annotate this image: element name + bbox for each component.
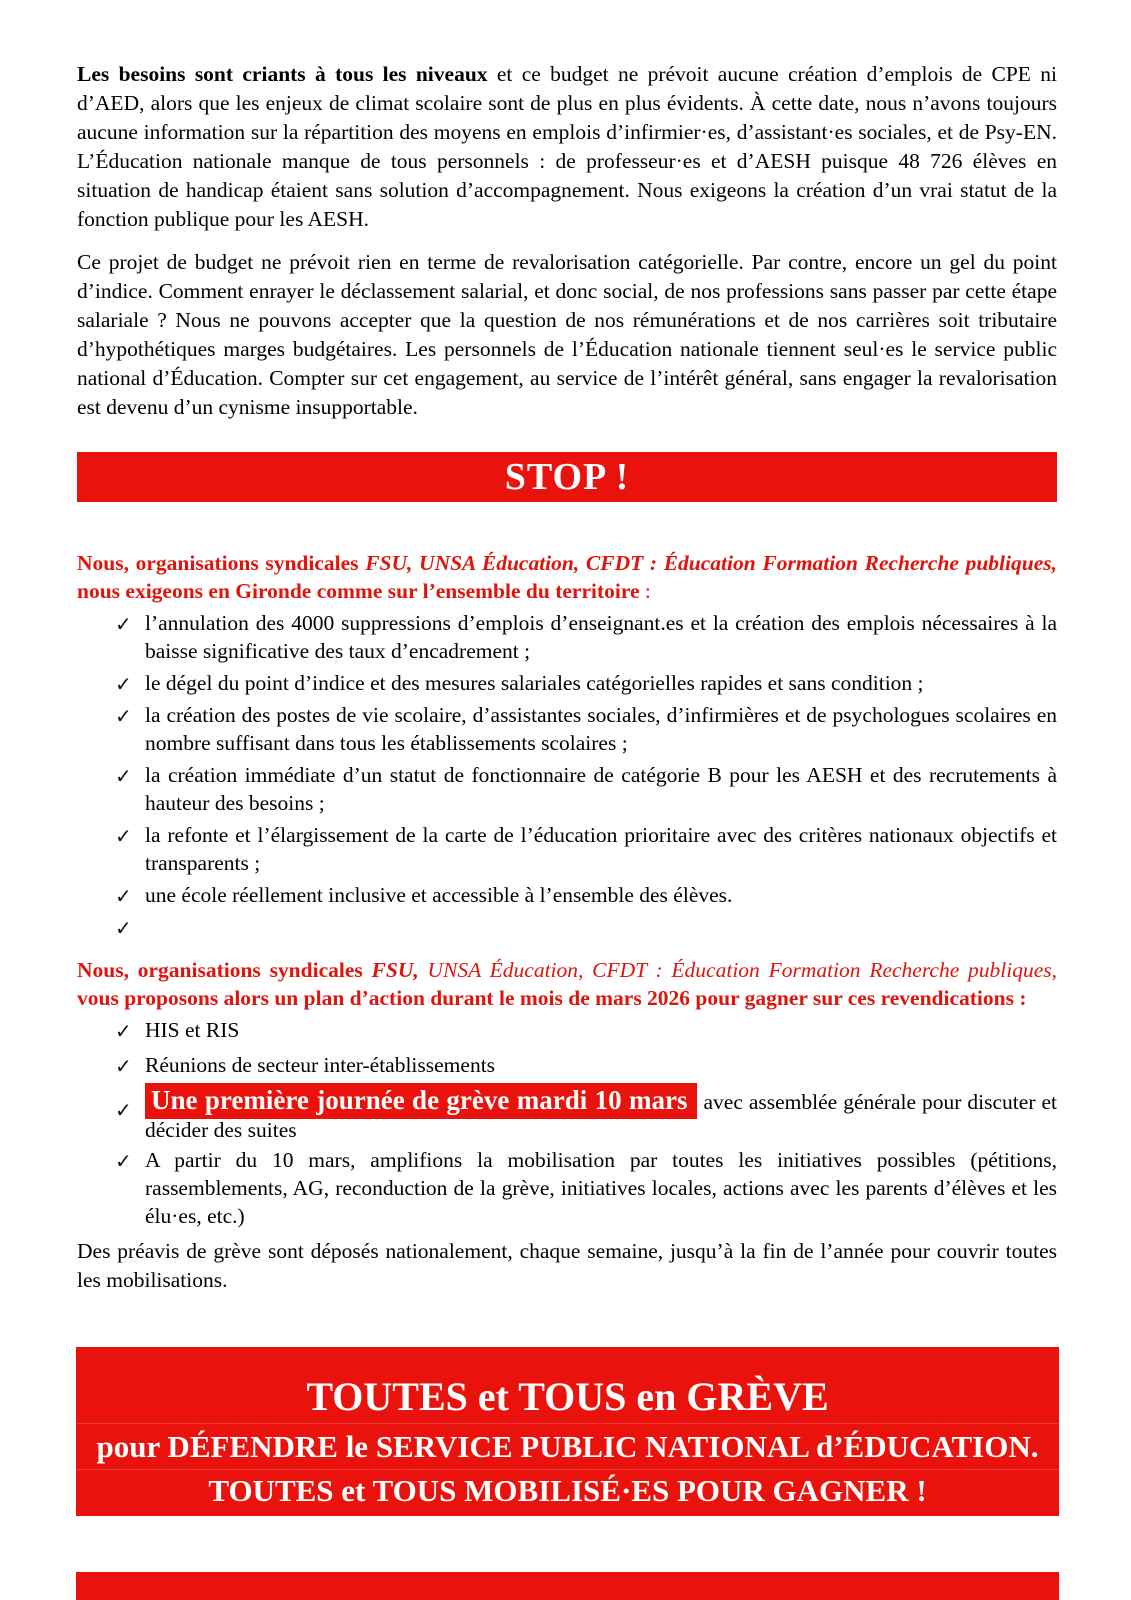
check-icon: ✓ [115,672,132,696]
plan-item [77,1016,1057,1044]
check-icon: ✓ [115,884,132,908]
check-icon: ✓ [115,1149,132,1173]
stop-banner [77,452,1057,502]
demands-checklist [77,609,1057,941]
plan-item-text: avec assemblée générale pour discuter et décider des suites [145,1090,1057,1142]
intro-paragraph-2: Ce projet de budget ne prévoit rien en terme de revalorisation catégorielle. Par contre, encore un gel du point d’indice. Comment enrayer le déclassement salarial, et donc social, de nos professions sans passer par cette étape salariale ? Nous ne pouvons accepter que la question de nos rémunérations et de nos carrières soit tributaire d’hypothétiques marges budgétaires. Les personnels de l’Éducation nationale tiennent seul·es le service public national d’Éducation. Compter sur cet engagement, au service de l’intérêt général, sans engager la revalorisation est devenu d’un cynisme insupportable. [77,250,1057,419]
intro-paragraph-1: Les besoins sont criants à tous les niveaux et ce budget ne prévoit aucune création d’emplois de CPE ni d’AED, alors que les enjeux de climat scolaire sont de plus en plus évidents. À cette date, nous n’avons toujours aucune information sur la répartition des moyens en emplois d’infirmier·es, d’assistant·es sociales, et de Psy-EN. L’Éducation nationale manque de tous personnels : de professeur·es et d’AESH puisque 48 726 élèves en situation de handicap étaient sans solution d’accompagnement. Nous exigeons la création d’un vrai statut de la fonction publique pour les AESH. [77,62,1057,231]
plan-item-strike-day [77,1086,1057,1144]
bottom-red-strip [76,1572,1059,1600]
demand-item [77,609,1057,665]
banner-line-main: TOUTES et TOUS en GRÈVE [306,1374,829,1419]
demand-item [77,821,1057,877]
strike-day-highlight: Une première journée de grève mardi 10 mars [145,1083,697,1119]
banner-line-sub-2: TOUTES et TOUS MOBILISÉ·ES POUR GAGNER ! [76,1469,1059,1512]
demand-item-text: la création des postes de vie scolaire, d’assistantes sociales, d’infirmières et de psychologues scolaires en nombre suffisant dans tous les établissements scolaires ; [145,703,1057,755]
demand-item [77,761,1057,817]
check-icon: ✓ [115,1019,132,1043]
demand-item-empty [77,913,1057,941]
check-icon: ✓ [115,704,132,728]
demand-item [77,669,1057,697]
check-icon: ✓ [115,1054,132,1078]
demand-item-text: la refonte et l’élargissement de la carte de l’éducation prioritaire avec des critères nationaux objectifs et transparents ; [145,823,1057,875]
demand-item [77,701,1057,757]
check-icon: ✓ [115,824,132,848]
demand-item-text: la création immédiate d’un statut de fonctionnaire de catégorie B pour les AESH et des recrutements à hauteur des besoins ; [145,763,1057,815]
plan-item [77,1146,1057,1230]
plan-checklist [77,1016,1057,1230]
plan-item-text: HIS et RIS [145,1018,240,1042]
plan-item-text: Réunions de secteur inter-établissements [145,1053,496,1077]
demands-intro: Nous, organisations syndicales FSU, UNSA Éducation, CFDT : Éducation Formation Recherche publiques, nous exigeons en Gironde comme sur l’ensemble du territoire : [77,551,1057,603]
demand-item [77,881,1057,909]
demand-item-text: une école réellement inclusive et accessible à l’ensemble des élèves. [145,883,733,907]
check-icon: ✓ [115,916,132,940]
check-icon: ✓ [115,612,132,636]
final-banner [76,1347,1059,1516]
check-icon: ✓ [115,1098,132,1122]
demand-item-text: l’annulation des 4000 suppressions d’emplois d’enseignant.es et la création des emplois nécessaires à la baisse significative des taux d’encadrement ; [145,611,1057,663]
plan-intro: Nous, organisations syndicales FSU, UNSA Éducation, CFDT : Éducation Formation Recherche publiques, vous proposons alors un plan d’action durant le mois de mars 2026 pour gagner sur ces revendications : [77,958,1057,1010]
plan-item [77,1051,1057,1079]
stop-banner-label: STOP ! [504,456,630,498]
check-icon: ✓ [115,764,132,788]
banner-line-sub-1: pour DÉFENDRE le SERVICE PUBLIC NATIONAL d’ÉDUCATION. [76,1423,1059,1469]
closing-paragraph: Des préavis de grève sont déposés nationalement, chaque semaine, jusqu’à la fin de l’année pour couvrir toutes les mobilisations. [77,1239,1057,1292]
plan-item-text: A partir du 10 mars, amplifions la mobilisation par toutes les initiatives possibles (pétitions, rassemblements, AG, reconduction de la grève, initiatives locales, actions avec les parents d’élèves et les élu·es, etc.) [145,1148,1057,1228]
demand-item-text: le dégel du point d’indice et des mesures salariales catégorielles rapides et sans condition ; [145,671,924,695]
